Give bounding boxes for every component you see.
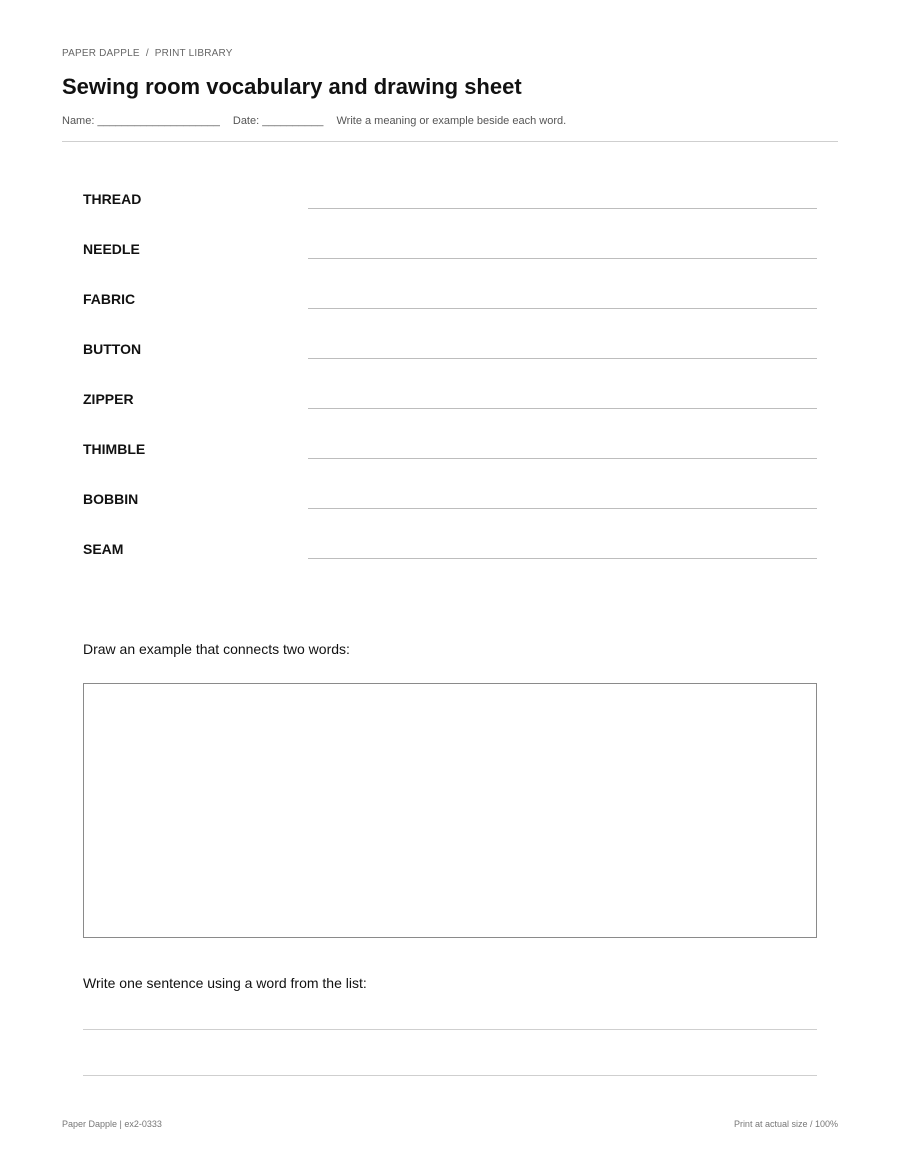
drawing-prompt: Draw an example that connects two words: (83, 641, 350, 657)
vocab-word: SEAM (83, 541, 124, 557)
answer-line (308, 558, 817, 559)
breadcrumb-item-library: PRINT LIBRARY (154, 48, 233, 59)
answer-line (308, 308, 817, 309)
vocab-row (0, 541, 900, 591)
vocab-row (0, 291, 900, 341)
answer-line (308, 208, 817, 209)
vocab-word: THREAD (83, 191, 142, 207)
vocab-row (0, 391, 900, 441)
vocab-word: BOBBIN (83, 491, 139, 507)
name-field: Name: ____________________ (62, 115, 220, 127)
footer-left: Paper Dapple | ex2-0333 (62, 1119, 162, 1129)
vocab-word: THIMBLE (83, 441, 146, 457)
answer-line (308, 508, 817, 509)
vocab-word: FABRIC (83, 291, 136, 307)
sentence-line (83, 1075, 817, 1076)
vocab-row (0, 241, 900, 291)
vocab-word: ZIPPER (83, 391, 134, 407)
instruction-text: Write a meaning or example beside each word. (336, 115, 567, 127)
sentence-line (83, 1029, 817, 1030)
answer-line (308, 358, 817, 359)
answer-line (308, 408, 817, 409)
page-title: Sewing room vocabulary and drawing sheet (62, 74, 522, 99)
drawing-box (83, 683, 817, 938)
breadcrumb-item-brand: PAPER DAPPLE (62, 48, 140, 59)
vocab-word: BUTTON (83, 341, 142, 357)
date-field: Date: __________ (232, 115, 324, 127)
breadcrumb-separator: / (145, 48, 149, 59)
answer-line (308, 258, 817, 259)
sentence-prompt: Write one sentence using a word from the list: (83, 975, 367, 991)
vocab-word: NEEDLE (83, 241, 140, 257)
footer-right: Print at actual size / 100% (733, 1119, 838, 1129)
vocab-row (0, 341, 900, 391)
vocab-row (0, 191, 900, 241)
vocab-row (0, 491, 900, 541)
answer-line (308, 458, 817, 459)
vocab-row (0, 441, 900, 491)
